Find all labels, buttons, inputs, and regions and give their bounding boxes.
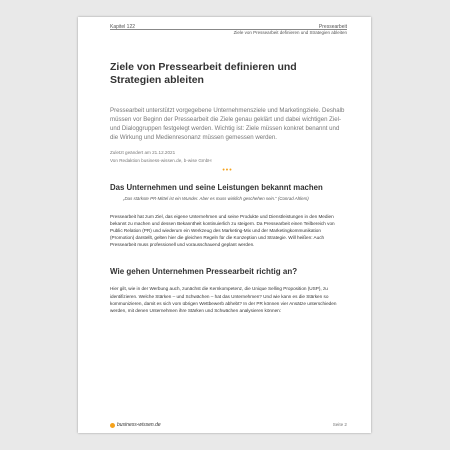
divider-dots: ••• xyxy=(222,167,233,174)
document-page xyxy=(78,17,371,433)
section-body-1: Pressearbeit hat zum Ziel, das eigene Unternehmen und seine Produkte und Dienstleistungen in den Medien bekannt zu machen und dessen Bekanntheit kontinuierlich zu steigern. Da Pressearbeit einen Teilbereich von Public Relation (PR) und wiederum ein Werkzeug des Marketing-Mix und der Marketingkommunikation (Promotion) darstellt, gelten hier die gleichen Regeln für die Konzeption und Strategie. Will heißen: Auch Pressearbeit muss professionell und vorausschauend geplant werden. xyxy=(110,214,335,248)
footer-logo-text: business-wissen.de xyxy=(117,422,161,428)
section-heading-2: Wie gehen Unternehmen Pressearbeit richtig an? xyxy=(110,267,298,277)
logo-dot-icon xyxy=(110,423,115,428)
page-content xyxy=(110,61,345,314)
page-title: Ziele von Pressearbeit definieren und Strategien ableiten xyxy=(110,61,297,86)
quote: „Das stärkste PR-Mittel ist ein Wunder. Aber es muss wirklich geschehen sein.“ (Conrad Ahlers) xyxy=(123,195,309,201)
lead-paragraph: Pressearbeit unterstützt vorgegebene Unternehmensziele und Marketingziele. Deshalb müssen vor Beginn der Pressearbeit die Ziele genau geklärt und dabei wichtigen Ziel- und Dialoggruppen festgelegt werden. Wichtig ist: Ziele müssen konkret benannt und die Wirkung und Medienresonanz müssen gemessen werden. xyxy=(110,107,345,141)
section-body-2: Hier gilt, wie in der Werbung auch, zunächst die Kernkompetenz, die Unique Selling Proposition (USP), zu identifizieren. Welche Stärken – und Schwächen – hat das Unternehmen? Und wie kann es die Stärken so kommunizieren, damit es sich vom übrigen Wettbewerb abhebt? In der PR können vier Ansätze unterschieden werden, mit denen Unternehmen ihre Stärken und Schwächen analysieren können: xyxy=(110,286,337,313)
section-heading-1: Das Unternehmen und seine Leistungen bekannt machen xyxy=(110,183,323,192)
header-chapter: Kapitel 122 xyxy=(110,24,136,30)
header-section: Pressearbeit xyxy=(318,24,347,30)
page-number: Seite 2 xyxy=(332,422,347,427)
updated-date: Zuletzt geändert am 21.12.2021 xyxy=(110,150,176,155)
footer-logo[interactable] xyxy=(110,422,161,428)
header-subtitle: Ziele von Pressearbeit definieren und Strategien ableiten xyxy=(233,30,347,35)
author-line: Von Redaktion business-wissen.de, b-wise GmbH xyxy=(110,158,212,163)
